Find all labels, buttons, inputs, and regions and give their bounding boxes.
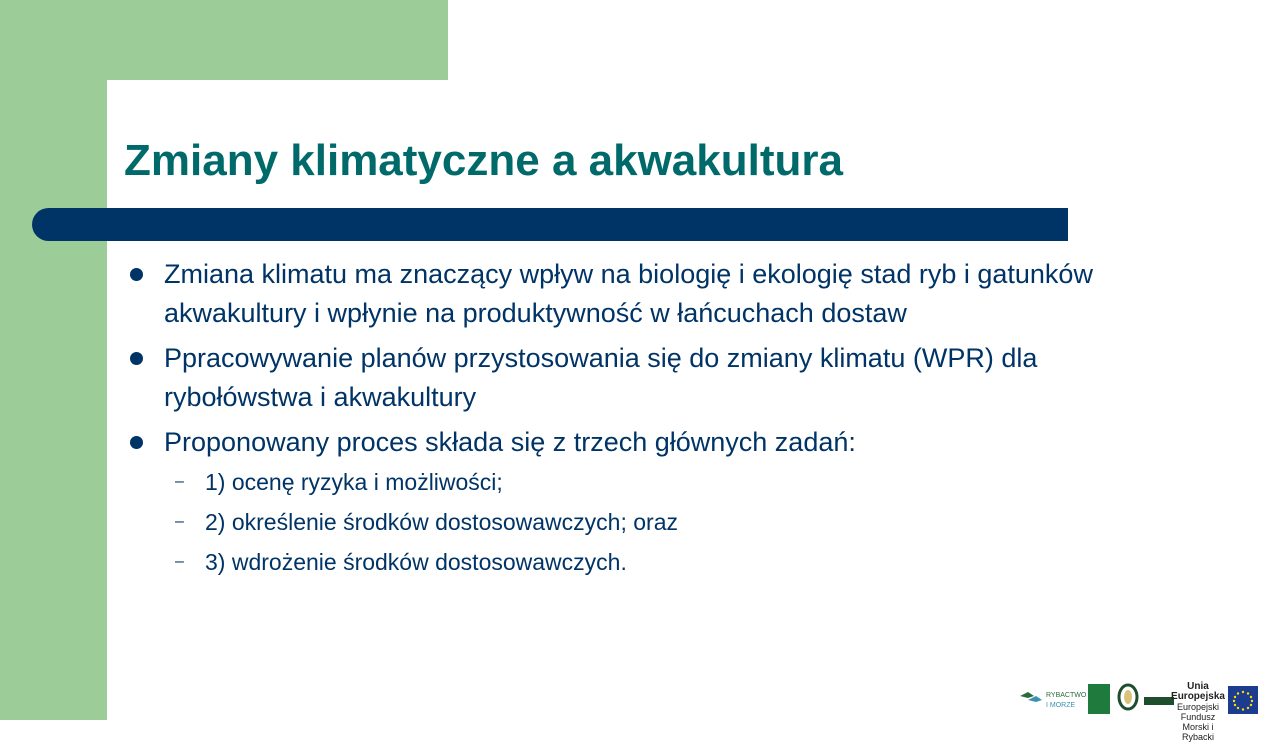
top-green-block [0, 0, 448, 80]
eu-logo-text [1168, 681, 1228, 742]
bullet-dot-icon [130, 268, 143, 281]
dash-icon: – [175, 553, 184, 570]
sub-bullet-item [128, 506, 1168, 538]
footer-logos [1016, 681, 1260, 742]
sub-bullet-item [128, 466, 1168, 498]
sub-bullet-text: 1) ocenę ryzyka i możliwości; [205, 469, 503, 495]
svg-text:I MORZE: I MORZE [1046, 702, 1076, 709]
dash-icon: – [175, 513, 184, 530]
bullet-dot-icon [130, 436, 143, 449]
ring-logo-icon [1117, 682, 1139, 712]
slide-title: Zmiany klimatyczne a akwakultura [124, 136, 843, 185]
bullet-text: Zmiana klimatu ma znaczący wpływ na biologię i ekologię stad ryb i gatunków akwakultury i wpłynie na produktywność w łańcuchach dostaw [164, 259, 1093, 328]
bullet-dot-icon [130, 352, 143, 365]
eu-title: Unia Europejska [1171, 681, 1225, 702]
eu-flag-icon [1228, 686, 1258, 714]
bullet-text: Ppracowywanie planów przystosowania się do zmiany klimatu (WPR) dla rybołówstwa i akwakultury [164, 343, 1038, 412]
bullet-item [128, 423, 1168, 462]
left-green-band [0, 0, 107, 720]
slide-content [128, 255, 1168, 586]
svg-text:RYBACTWO: RYBACTWO [1046, 692, 1087, 699]
title-underline-bar [32, 208, 1068, 241]
bullet-item [128, 255, 1168, 333]
sub-bullet-text: 2) określenie środków dostosowawczych; oraz [205, 509, 678, 535]
rybactwo-logo-icon [1016, 682, 1096, 716]
dash-icon: – [175, 473, 184, 490]
eu-subtitle: Europejski Fundusz Morski i Rybacki [1176, 702, 1220, 742]
sub-bullet-text: 3) wdrożenie środków dostosowawczych. [205, 549, 627, 575]
arimr-logo-icon [1088, 684, 1110, 714]
bullet-text: Proponowany proces składa się z trzech głównych zadań: [164, 427, 856, 457]
bullet-item [128, 339, 1168, 417]
sub-bullet-item [128, 546, 1168, 578]
